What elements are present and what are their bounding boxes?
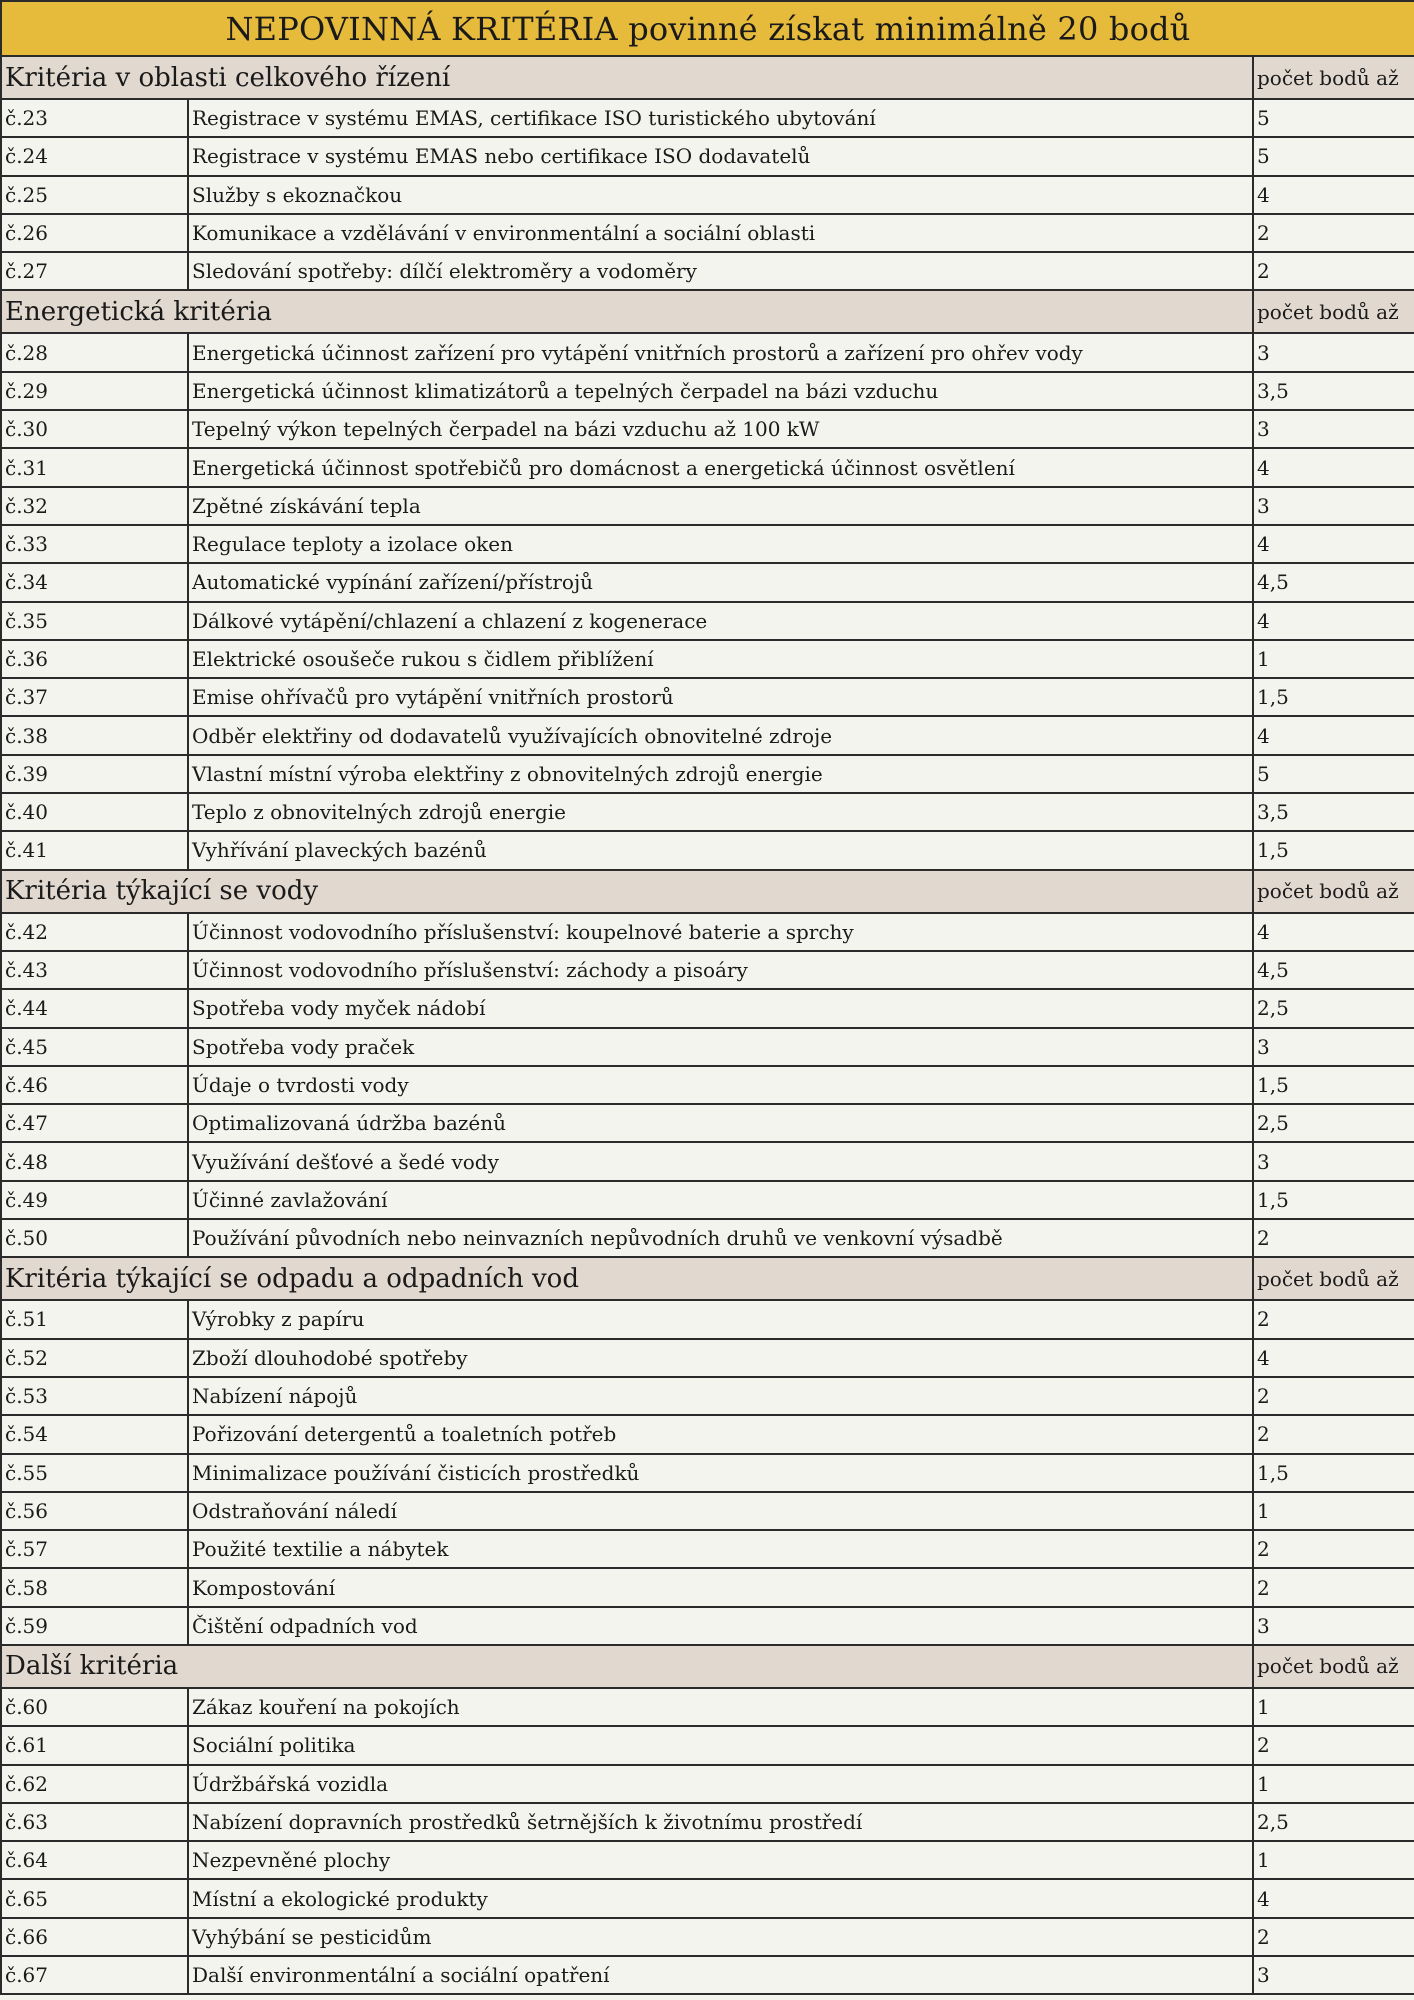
criterion-points: 1,5 [1253,1181,1414,1219]
criterion-code: č.46 [1,1066,188,1104]
criterion-name: Nabízení dopravních prostředků šetrnějších k životnímu prostředí [188,1803,1253,1841]
criterion-points: 2,5 [1253,989,1414,1027]
criterion-code: č.36 [1,640,188,678]
table-row [1,1607,1414,1645]
criterion-points: 1,5 [1253,678,1414,716]
criterion-code: č.34 [1,563,188,601]
criterion-code: č.24 [1,137,188,175]
criterion-points: 2 [1253,1530,1414,1568]
criterion-points: 4 [1253,716,1414,754]
criterion-points: 4 [1253,913,1414,951]
section-title: Kritéria v oblasti celkového řízení [1,56,1253,99]
points-column-header: počet bodů až [1253,870,1414,913]
page-title: NEPOVINNÁ KRITÉRIA povinné získat minimálně 20 bodů [1,1,1414,56]
criterion-name: Služby s ekoznačkou [188,176,1253,214]
points-column-header: počet bodů až [1253,56,1414,99]
criterion-points: 3 [1253,1956,1414,1994]
criterion-name: Využívání dešťové a šedé vody [188,1142,1253,1180]
criteria-table-body [1,1,1414,1994]
criterion-name: Vlastní místní výroba elektřiny z obnovitelných zdrojů energie [188,755,1253,793]
criterion-points: 3 [1253,333,1414,371]
criterion-code: č.64 [1,1841,188,1879]
criterion-code: č.31 [1,448,188,486]
criterion-name: Automatické vypínání zařízení/přístrojů [188,563,1253,601]
criterion-code: č.67 [1,1956,188,1994]
criterion-points: 2 [1253,1568,1414,1606]
criterion-name: Zákaz kouření na pokojích [188,1688,1253,1726]
criterion-code: č.52 [1,1339,188,1377]
section-header-row [1,870,1414,913]
table-row [1,333,1414,371]
section-header-row [1,56,1414,99]
criterion-points: 3 [1253,1028,1414,1066]
criterion-name: Pořizování detergentů a toaletních potřeb [188,1415,1253,1453]
table-row [1,525,1414,563]
criterion-name: Regulace teploty a izolace oken [188,525,1253,563]
title-row [1,1,1414,56]
criterion-points: 1 [1253,1492,1414,1530]
table-row [1,951,1414,989]
criterion-name: Účinné zavlažování [188,1181,1253,1219]
criterion-name: Minimalizace používání čisticích prostředků [188,1454,1253,1492]
table-row [1,1841,1414,1879]
criterion-points: 2 [1253,214,1414,252]
table-row [1,1530,1414,1568]
criterion-points: 3,5 [1253,372,1414,410]
criterion-name: Dálkové vytápění/chlazení a chlazení z kogenerace [188,602,1253,640]
criterion-points: 2 [1253,1918,1414,1956]
section-header-row [1,1645,1414,1688]
criterion-code: č.50 [1,1219,188,1257]
table-row [1,1688,1414,1726]
criterion-points: 3 [1253,487,1414,525]
criterion-code: č.27 [1,252,188,290]
criterion-points: 2 [1253,252,1414,290]
section-header-row [1,290,1414,333]
criterion-code: č.66 [1,1918,188,1956]
criterion-code: č.39 [1,755,188,793]
criterion-name: Nezpevněné plochy [188,1841,1253,1879]
criterion-points: 1 [1253,640,1414,678]
criterion-points: 1,5 [1253,831,1414,869]
criterion-code: č.42 [1,913,188,951]
table-row [1,1765,1414,1803]
criterion-points: 3,5 [1253,793,1414,831]
criterion-name: Registrace v systému EMAS, certifikace ISO turistického ubytování [188,99,1253,137]
criterion-code: č.51 [1,1300,188,1338]
table-row [1,99,1414,137]
table-row [1,137,1414,175]
criterion-name: Teplo z obnovitelných zdrojů energie [188,793,1253,831]
criterion-name: Sledování spotřeby: dílčí elektroměry a vodoměry [188,252,1253,290]
table-row [1,1492,1414,1530]
criterion-points: 2,5 [1253,1104,1414,1142]
criterion-points: 2 [1253,1415,1414,1453]
table-row [1,1181,1414,1219]
criterion-points: 5 [1253,99,1414,137]
criterion-code: č.60 [1,1688,188,1726]
criterion-points: 3 [1253,410,1414,448]
criterion-code: č.57 [1,1530,188,1568]
criterion-name: Další environmentální a sociální opatření [188,1956,1253,1994]
criterion-points: 1 [1253,1841,1414,1879]
table-row [1,563,1414,601]
criterion-name: Vyhřívání plaveckých bazénů [188,831,1253,869]
criterion-points: 4,5 [1253,563,1414,601]
criterion-code: č.54 [1,1415,188,1453]
criterion-name: Místní a ekologické produkty [188,1879,1253,1917]
criterion-points: 4 [1253,448,1414,486]
criterion-points: 2 [1253,1726,1414,1764]
criterion-code: č.58 [1,1568,188,1606]
criterion-name: Komunikace a vzdělávání v environmentální a sociální oblasti [188,214,1253,252]
points-column-header: počet bodů až [1253,290,1414,333]
table-row [1,640,1414,678]
points-column-header: počet bodů až [1253,1257,1414,1300]
table-row [1,1300,1414,1338]
table-row [1,1726,1414,1764]
section-title: Kritéria týkající se vody [1,870,1253,913]
criterion-name: Optimalizovaná údržba bazénů [188,1104,1253,1142]
criterion-points: 1,5 [1253,1066,1414,1104]
criterion-name: Kompostování [188,1568,1253,1606]
criterion-name: Údaje o tvrdosti vody [188,1066,1253,1104]
table-row [1,1104,1414,1142]
criterion-name: Tepelný výkon tepelných čerpadel na bázi vzduchu až 100 kW [188,410,1253,448]
criterion-code: č.55 [1,1454,188,1492]
table-row [1,989,1414,1027]
criterion-name: Spotřeba vody myček nádobí [188,989,1253,1027]
criterion-points: 3 [1253,1607,1414,1645]
criterion-code: č.26 [1,214,188,252]
criterion-code: č.53 [1,1377,188,1415]
table-row [1,716,1414,754]
table-row [1,1803,1414,1841]
criterion-name: Používání původních nebo neinvazních nepůvodních druhů ve venkovní výsadbě [188,1219,1253,1257]
table-row [1,176,1414,214]
table-row [1,755,1414,793]
criterion-name: Použité textilie a nábytek [188,1530,1253,1568]
criterion-name: Čištění odpadních vod [188,1607,1253,1645]
criterion-code: č.32 [1,487,188,525]
criterion-name: Sociální politika [188,1726,1253,1764]
criterion-points: 5 [1253,137,1414,175]
table-row [1,1219,1414,1257]
criterion-code: č.30 [1,410,188,448]
criterion-points: 4 [1253,1339,1414,1377]
criterion-code: č.33 [1,525,188,563]
criterion-name: Odstraňování náledí [188,1492,1253,1530]
criterion-points: 4,5 [1253,951,1414,989]
table-row [1,1454,1414,1492]
section-title: Kritéria týkající se odpadu a odpadních vod [1,1257,1253,1300]
criterion-code: č.35 [1,602,188,640]
criterion-code: č.61 [1,1726,188,1764]
criterion-code: č.25 [1,176,188,214]
criterion-code: č.29 [1,372,188,410]
table-row [1,1918,1414,1956]
criterion-code: č.38 [1,716,188,754]
table-row [1,1415,1414,1453]
criterion-points: 2,5 [1253,1803,1414,1841]
table-row [1,831,1414,869]
section-title: Energetická kritéria [1,290,1253,333]
criterion-name: Údržbářská vozidla [188,1765,1253,1803]
criterion-code: č.56 [1,1492,188,1530]
criterion-name: Účinnost vodovodního příslušenství: koupelnové baterie a sprchy [188,913,1253,951]
criterion-code: č.62 [1,1765,188,1803]
criterion-code: č.40 [1,793,188,831]
table-row [1,372,1414,410]
section-title: Další kritéria [1,1645,1253,1688]
criterion-points: 2 [1253,1377,1414,1415]
criterion-points: 4 [1253,525,1414,563]
criterion-code: č.23 [1,99,188,137]
criterion-name: Účinnost vodovodního příslušenství: záchody a pisoáry [188,951,1253,989]
table-row [1,448,1414,486]
criterion-points: 5 [1253,755,1414,793]
criterion-points: 2 [1253,1300,1414,1338]
criterion-points: 4 [1253,1879,1414,1917]
criterion-points: 1,5 [1253,1454,1414,1492]
criterion-code: č.43 [1,951,188,989]
table-row [1,1142,1414,1180]
criterion-name: Vyhýbání se pesticidům [188,1918,1253,1956]
criterion-code: č.65 [1,1879,188,1917]
criterion-code: č.63 [1,1803,188,1841]
criterion-name: Zboží dlouhodobé spotřeby [188,1339,1253,1377]
criterion-code: č.41 [1,831,188,869]
criterion-code: č.45 [1,1028,188,1066]
table-row [1,1028,1414,1066]
section-header-row [1,1257,1414,1300]
criterion-code: č.44 [1,989,188,1027]
table-row [1,1377,1414,1415]
criterion-name: Odběr elektřiny od dodavatelů využívajících obnovitelné zdroje [188,716,1253,754]
table-row [1,793,1414,831]
table-row [1,678,1414,716]
criterion-code: č.48 [1,1142,188,1180]
criterion-points: 3 [1253,1142,1414,1180]
table-row [1,1956,1414,1994]
criterion-name: Spotřeba vody praček [188,1028,1253,1066]
criterion-code: č.59 [1,1607,188,1645]
criterion-code: č.28 [1,333,188,371]
criterion-points: 1 [1253,1765,1414,1803]
criterion-name: Elektrické osoušeče rukou s čidlem přiblížení [188,640,1253,678]
criterion-code: č.49 [1,1181,188,1219]
table-row [1,1066,1414,1104]
table-row [1,602,1414,640]
criterion-code: č.47 [1,1104,188,1142]
table-row [1,252,1414,290]
criterion-points: 1 [1253,1688,1414,1726]
points-column-header: počet bodů až [1253,1645,1414,1688]
criterion-name: Energetická účinnost zařízení pro vytápění vnitřních prostorů a zařízení pro ohřev vody [188,333,1253,371]
criterion-points: 2 [1253,1219,1414,1257]
criterion-name: Emise ohřívačů pro vytápění vnitřních prostorů [188,678,1253,716]
criterion-name: Nabízení nápojů [188,1377,1253,1415]
table-row [1,410,1414,448]
table-row [1,214,1414,252]
criterion-name: Zpětné získávání tepla [188,487,1253,525]
criterion-points: 4 [1253,176,1414,214]
criterion-code: č.37 [1,678,188,716]
table-row [1,913,1414,951]
table-row [1,1568,1414,1606]
table-row [1,1879,1414,1917]
criterion-name: Energetická účinnost klimatizátorů a tepelných čerpadel na bázi vzduchu [188,372,1253,410]
table-row [1,1339,1414,1377]
table-row [1,487,1414,525]
criterion-name: Výrobky z papíru [188,1300,1253,1338]
criterion-points: 4 [1253,602,1414,640]
criterion-name: Registrace v systému EMAS nebo certifikace ISO dodavatelů [188,137,1253,175]
criterion-name: Energetická účinnost spotřebičů pro domácnost a energetická účinnost osvětlení [188,448,1253,486]
